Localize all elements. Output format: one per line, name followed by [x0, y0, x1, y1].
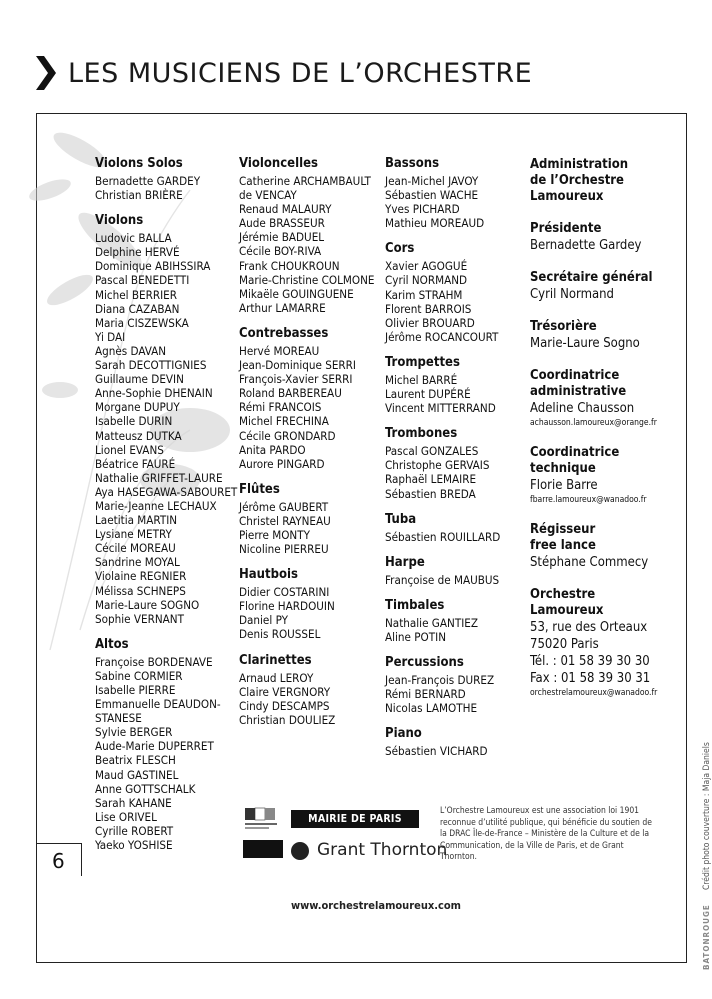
- musician-name: Cyril NORMAND: [385, 273, 468, 288]
- musician-name: Aude BRASSEUR: [239, 216, 325, 231]
- musician-name: Isabelle DURIN: [95, 414, 173, 429]
- musician-name: Xavier AGOGUÉ: [385, 259, 468, 274]
- musician-name: Yi DAI: [95, 329, 126, 344]
- musician-name: Maria CISZEWSKA: [95, 315, 189, 330]
- musician-name: Françoise BORDENAVE: [95, 654, 213, 669]
- musician-name: Mélissa SCHNEPS: [95, 583, 186, 598]
- role-name: Adeline Chausson: [530, 401, 635, 416]
- role-title: Régisseur: [530, 522, 596, 537]
- musician-name: Jean-François DUREZ: [385, 672, 495, 687]
- section-heading: Cors: [385, 241, 415, 257]
- musician-name: Lionel EVANS: [95, 442, 164, 457]
- section-heading: Altos: [95, 636, 129, 652]
- musician-name: Aude-Marie DUPERRET: [95, 739, 214, 754]
- musician-name: Sabine CORMIER: [95, 668, 183, 683]
- musician-name: Aline POTIN: [385, 629, 447, 644]
- musician-name: Sébastien ROUILLARD: [385, 529, 501, 544]
- page-title: LES MUSICIENS DE L’ORCHESTRE: [68, 57, 533, 89]
- section-heading: Tuba: [385, 511, 417, 527]
- musician-name: Anita PARDO: [239, 442, 306, 457]
- admin-heading: Lamoureux: [530, 189, 604, 204]
- musician-name: Françoise de MAUBUS: [385, 572, 500, 587]
- musician-name: Sandrine MOYAL: [95, 555, 180, 570]
- musician-name: Sylvie BERGER: [95, 725, 173, 740]
- musician-name: Rémi BERNARD: [385, 687, 466, 702]
- musician-name: Florent BARROIS: [385, 301, 472, 316]
- contact-line: Fax : 01 58 39 30 31: [530, 671, 651, 686]
- admin-heading: Administration: [530, 157, 629, 172]
- musician-name: Roland BARBEREAU: [239, 386, 342, 401]
- musician-name: Cécile GRONDARD: [239, 428, 336, 443]
- section-heading: Violons Solos: [95, 156, 183, 171]
- section-gap: [385, 715, 500, 726]
- grant-thornton-emblem-icon: [291, 842, 309, 860]
- musician-name: Florine HARDOUIN: [239, 599, 335, 614]
- ministere-culture-logo: [243, 808, 283, 832]
- musician-name: Vincent MITTERRAND: [385, 401, 496, 416]
- musician-name: de VENCAY: [239, 188, 297, 203]
- contact-email: orchestrelamoureux@wanadoo.fr: [530, 688, 658, 698]
- section-gap: [239, 556, 375, 567]
- admin-gap: [530, 571, 657, 587]
- section-heading: Trompettes: [385, 354, 460, 370]
- musician-name: Marie-Jeanne LECHAUX: [95, 498, 217, 513]
- role-name: Florie Barre: [530, 478, 598, 493]
- section-heading: Percussions: [385, 654, 464, 670]
- section-heading: Violoncelles: [239, 156, 319, 171]
- section-heading: Timbales: [385, 597, 445, 613]
- role-title: Coordinatrice: [530, 445, 620, 460]
- section-gap: [385, 415, 500, 426]
- musician-name: Olivier BROUARD: [385, 315, 475, 330]
- musician-name: Anne-Sophie DHENAIN: [95, 386, 213, 401]
- musician-name: Raphaël LEMAIRE: [385, 472, 477, 487]
- section-gap: [385, 587, 500, 598]
- musician-name: Cindy DESCAMPS: [239, 698, 330, 713]
- musician-name: Violaine REGNIER: [95, 569, 187, 584]
- section-heading: Trombones: [385, 426, 458, 442]
- culture-communication-logo: [243, 840, 283, 858]
- musician-name: Marie-Christine COLMONE: [239, 272, 375, 287]
- musician-name: Jean-Michel JAVOY: [385, 174, 479, 188]
- chevron-right-icon: [36, 56, 56, 90]
- photo-credit: [690, 720, 712, 890]
- musician-name: Morgane DUPUY: [95, 400, 180, 415]
- musician-name: Jérôme ROCANCOURT: [385, 329, 499, 344]
- musician-name: Jérôme GAUBERT: [239, 499, 329, 514]
- musician-name: Cyrille ROBERT: [95, 823, 174, 838]
- page-number: 6: [52, 849, 65, 873]
- musician-name: Hervé MOREAU: [239, 343, 320, 358]
- musician-name: Nicoline PIERREU: [239, 542, 329, 557]
- musician-name: Jérémie BADUEL: [239, 230, 325, 245]
- section-gap: [385, 544, 500, 555]
- musician-name: Beatrix FLESCH: [95, 753, 176, 768]
- musician-name: Isabelle PIERRE: [95, 683, 176, 697]
- musician-name: STANESE: [95, 711, 142, 726]
- section-heading: Flûtes: [239, 481, 280, 497]
- musician-name: Karim STRAHM: [385, 287, 463, 302]
- section-gap: [385, 501, 500, 512]
- musician-name: Sophie VERNANT: [95, 611, 184, 626]
- musician-name: Diana CAZABAN: [95, 301, 180, 316]
- role-title: Secrétaire général: [530, 270, 653, 285]
- column-brass-percussion: [385, 156, 500, 758]
- mairie-de-paris-logo: MAIRIE DE PARIS: [291, 810, 419, 828]
- admin-gap: [530, 303, 657, 319]
- section-gap: [95, 202, 237, 213]
- contact-title: Lamoureux: [530, 603, 604, 618]
- contact-line: 53, rue des Orteaux: [530, 620, 648, 635]
- role-title: administrative: [530, 384, 627, 399]
- musician-name: Delphine HERVÉ: [95, 245, 180, 260]
- musician-name: Michel BARRÉ: [385, 372, 458, 387]
- musician-name: Pascal GONZALES: [385, 444, 479, 459]
- musician-name: Agnès DAVAN: [95, 343, 167, 358]
- section-heading: Bassons: [385, 156, 440, 171]
- musician-name: Frank CHOUKROUN: [239, 258, 340, 273]
- page-number-box: [36, 843, 82, 876]
- section-heading: Hautbois: [239, 567, 298, 583]
- section-gap: [95, 626, 237, 637]
- musician-name: Claire VERGNORY: [239, 684, 331, 699]
- musician-name: Dominique ABIHSSIRA: [95, 259, 211, 274]
- musician-name: Christel RAYNEAU: [239, 513, 331, 528]
- contact-title: Orchestre: [530, 587, 596, 602]
- musician-name: Sarah KAHANE: [95, 795, 172, 810]
- admin-gap: [530, 205, 657, 221]
- role-title: Coordinatrice: [530, 368, 620, 383]
- musician-name: Arnaud LEROY: [239, 670, 314, 685]
- photo-credit-text: Crédit photo couverture : Maja Daniels: [702, 742, 712, 890]
- admin-gap: [530, 506, 657, 522]
- section-gap: [239, 642, 375, 653]
- musician-name: Sébastien VICHARD: [385, 744, 488, 759]
- musician-name: Nathalie GANTIEZ: [385, 615, 479, 630]
- musician-name: Aurore PINGARD: [239, 456, 325, 471]
- website-link[interactable]: www.orchestrelamoureux.com: [291, 899, 461, 912]
- column-low-strings-woodwinds: [239, 156, 375, 727]
- section-gap: [385, 644, 500, 655]
- musician-name: Pierre MONTY: [239, 527, 310, 542]
- musician-name: Bernadette GARDEY: [95, 174, 201, 188]
- musician-name: Daniel PY: [239, 613, 288, 628]
- musician-name: Michel BERRIER: [95, 287, 178, 302]
- musician-name: Sébastien BREDA: [385, 486, 476, 501]
- musician-name: Arthur LAMARRE: [239, 300, 326, 315]
- musician-name: Maud GASTINEL: [95, 767, 179, 782]
- section-heading: Violons: [95, 213, 144, 229]
- musician-name: Lysiane METRY: [95, 527, 172, 542]
- musician-name: Nathalie GRIFFET-LAURE: [95, 470, 223, 485]
- musician-name: Sarah DECOTTIGNIES: [95, 358, 207, 373]
- grant-thornton-name: Grant Thornton: [317, 840, 448, 860]
- musician-name: Cécile BOY-RIVA: [239, 244, 322, 259]
- musician-name: Sébastien WACHE: [385, 188, 479, 203]
- musician-name: Christian DOULIEZ: [239, 712, 336, 727]
- musician-name: Guillaume DEVIN: [95, 372, 184, 387]
- section-heading: Piano: [385, 726, 422, 742]
- musician-name: Nicolas LAMOTHE: [385, 701, 478, 716]
- role-name: Marie-Laure Sogno: [530, 336, 640, 351]
- musician-name: Rémi FRANCOIS: [239, 400, 322, 415]
- musician-name: Matteusz DUTKA: [95, 428, 182, 443]
- musician-name: Béatrice FAURÉ: [95, 456, 176, 471]
- musician-name: Mathieu MOREAUD: [385, 216, 485, 231]
- musician-name: Aya HASEGAWA-SABOURET: [95, 484, 238, 499]
- musician-name: Anne GOTTSCHALK: [95, 781, 196, 796]
- role-title: free lance: [530, 538, 596, 553]
- association-text: L’Orchestre Lamoureux est une association loi 1901 reconnue d’utilité publique, qui bénéficie du soutien de la DRAC Île-de-France – Ministère de la Culture et de la Communication, de la Ville de Paris, et de Grant Thornton.: [440, 806, 652, 863]
- section-gap: [385, 230, 500, 241]
- baton-rouge-text: BATONROUGE: [702, 904, 711, 970]
- musician-name: Catherine ARCHAMBAULT: [239, 174, 371, 188]
- role-title: Trésorière: [530, 319, 597, 334]
- role-name: Bernadette Gardey: [530, 238, 642, 253]
- contact-line: 75020 Paris: [530, 637, 599, 652]
- musician-name: Lise ORIVEL: [95, 809, 157, 824]
- section-heading: Contrebasses: [239, 325, 329, 341]
- ministere-flag-icon: [243, 808, 283, 832]
- admin-gap: [530, 429, 657, 445]
- section-gap: [385, 344, 500, 355]
- admin-heading: de l’Orchestre: [530, 173, 624, 188]
- musician-name: Christian BRIÈRE: [95, 188, 183, 203]
- role-name: Stéphane Commecy: [530, 555, 649, 570]
- musician-name: Didier COSTARINI: [239, 585, 330, 600]
- musician-name: Michel FRECHINA: [239, 414, 329, 429]
- section-gap: [239, 471, 375, 482]
- musician-name: Mikaële GOUINGUENE: [239, 286, 354, 301]
- musician-name: Yaeko YOSHISE: [95, 838, 173, 853]
- musician-name: Ludovic BALLA: [95, 231, 172, 246]
- role-email: fbarre.lamoureux@wanadoo.fr: [530, 495, 647, 505]
- musician-name: Laetitia MARTIN: [95, 513, 178, 528]
- role-title: technique: [530, 461, 596, 476]
- musician-name: François-Xavier SERRI: [239, 372, 353, 387]
- musician-name: Emmanuelle DEAUDON-: [95, 697, 221, 712]
- section-heading: Clarinettes: [239, 652, 312, 668]
- musician-name: Marie-Laure SOGNO: [95, 597, 200, 612]
- musician-name: Yves PICHARD: [385, 202, 460, 217]
- column-administration: [530, 157, 657, 699]
- musician-name: Christophe GERVAIS: [385, 458, 490, 473]
- role-email: achausson.lamoureux@orange.fr: [530, 418, 657, 428]
- musician-name: Jean-Dominique SERRI: [239, 358, 356, 373]
- admin-gap: [530, 352, 657, 368]
- musician-name: Laurent DUPÉRÉ: [385, 387, 471, 402]
- section-heading: Harpe: [385, 554, 425, 570]
- musician-name: Cécile MOREAU: [95, 541, 176, 556]
- contact-line: Tél. : 01 58 39 30 30: [530, 654, 650, 669]
- baton-rouge-mark: [692, 900, 711, 970]
- musician-name: Pascal BENEDETTI: [95, 273, 190, 288]
- musician-name: Renaud MALAURY: [239, 202, 332, 217]
- role-title: Présidente: [530, 221, 602, 236]
- musician-name: Denis ROUSSEL: [239, 627, 321, 642]
- column-strings: [95, 156, 237, 852]
- page-header: [36, 56, 532, 90]
- role-name: Cyril Normand: [530, 287, 614, 302]
- admin-gap: [530, 254, 657, 270]
- section-gap: [239, 315, 375, 326]
